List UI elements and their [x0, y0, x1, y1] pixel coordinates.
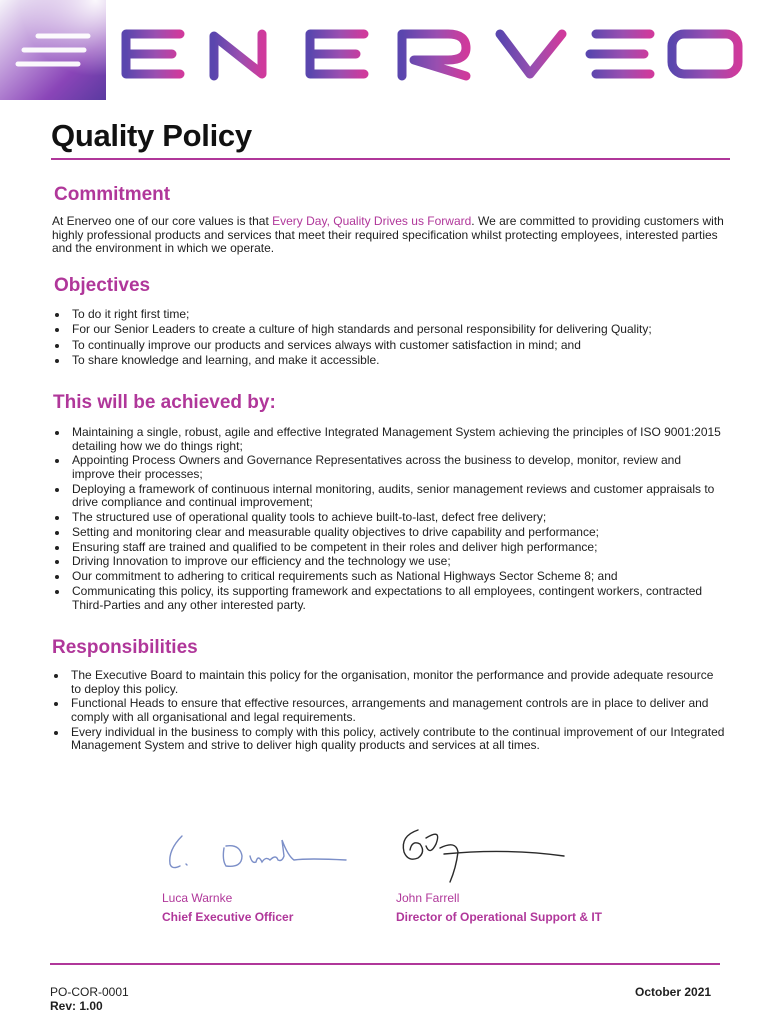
list-item: Setting and monitoring clear and measurable quality objectives to drive capability and performance;	[52, 526, 722, 540]
list-item: Appointing Process Owners and Governance Representatives across the business to develop, monitor, review and improve their processes;	[52, 454, 722, 481]
page-title: Quality Policy	[51, 118, 252, 153]
responsibilities-heading: Responsibilities	[52, 637, 198, 658]
list-item: Communicating this policy, its supporting framework and expectations to all employees, contingent workers, contracted Third-Parties and any other interested party.	[52, 585, 722, 612]
signatory-2-role: Director of Operational Support & IT	[396, 910, 603, 924]
list-item: The Executive Board to maintain this policy for the organisation, monitor the performance and provide adequate resource to deploy this policy.	[51, 669, 726, 696]
signature-luca-warnke	[158, 826, 358, 882]
achieved-list	[52, 426, 722, 613]
list-item: Every individual in the business to comply with this policy, actively contribute to the continual improvement of our Integrated Management System and strive to deliver high quality products and services at all times.	[51, 726, 726, 753]
document-reference: PO-COR-0001	[50, 985, 129, 999]
document-date: October 2021	[635, 985, 712, 999]
document-revision: Rev: 1.00	[50, 999, 103, 1013]
enerveo-logo	[0, 0, 768, 100]
commitment-highlight: Every Day, Quality Drives us Forward	[272, 214, 472, 228]
footer-divider	[50, 963, 720, 965]
list-item: To do it right first time;	[52, 308, 742, 322]
list-item: The structured use of operational quality tools to achieve built-to-last, defect free delivery;	[52, 511, 722, 525]
list-item: For our Senior Leaders to create a culture of high standards and personal responsibility for delivering Quality;	[52, 323, 742, 337]
commitment-paragraph	[52, 215, 732, 256]
achieved-heading: This will be achieved by:	[53, 392, 276, 413]
list-item: Maintaining a single, robust, agile and effective Integrated Management System achieving the principles of ISO 9001:2015 detailing how we do things right;	[52, 426, 722, 453]
list-item: Our commitment to adhering to critical requirements such as National Highways Sector Scheme 8; and	[52, 570, 722, 584]
signatory-1-role: Chief Executive Officer	[162, 910, 294, 924]
commitment-text-after: . We are committed to providing customers with highly professional products and services that meet their required specification whilst protecting employees, interested parties and the environment in which we operate.	[52, 214, 724, 256]
list-item: Functional Heads to ensure that effective resources, arrangements and management controls are in place to deliver and comply with all organisational and legal requirements.	[51, 697, 726, 724]
list-item: Ensuring staff are trained and qualified to be competent in their roles and deliver high performance;	[52, 541, 722, 555]
objectives-heading: Objectives	[54, 275, 151, 296]
list-item: To continually improve our products and services always with customer satisfaction in mind; and	[52, 339, 742, 353]
title-divider	[51, 158, 730, 160]
list-item: Deploying a framework of continuous internal monitoring, audits, senior management reviews and customer appraisals to drive compliance and continual improvement;	[52, 483, 722, 510]
commitment-heading: Commitment	[54, 184, 171, 205]
signature-john-farrell	[396, 822, 576, 886]
responsibilities-list	[51, 669, 726, 754]
list-item: To share knowledge and learning, and make it accessible.	[52, 354, 742, 368]
signatory-2-name: John Farrell	[396, 891, 460, 905]
commitment-text-before: At Enerveo one of our core values is that	[52, 214, 273, 228]
list-item: Driving Innovation to improve our efficiency and the technology we use;	[52, 555, 722, 569]
objectives-list	[52, 308, 742, 370]
signatory-1-name: Luca Warnke	[162, 891, 233, 905]
